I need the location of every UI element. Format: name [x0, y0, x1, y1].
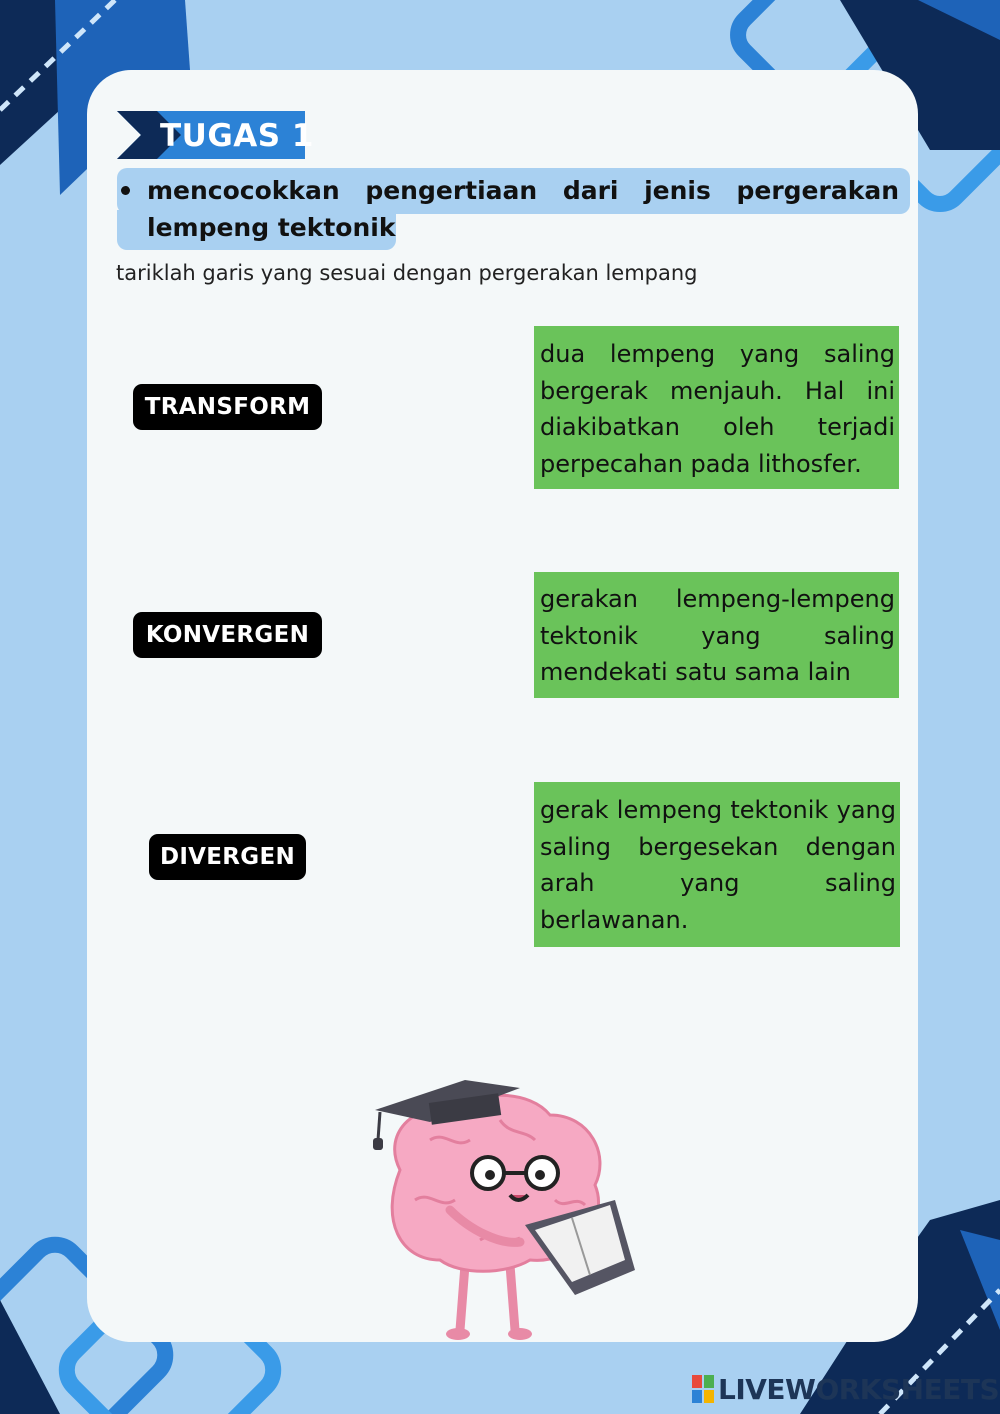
- liveworksheets-logo-mark-icon: [692, 1375, 714, 1403]
- definition-box-3[interactable]: gerak lempeng tektonik yang saling bergesekan dengan arah yang saling berlawanan.: [534, 782, 900, 947]
- logo-text: LIVEWORKSHEETS: [718, 1372, 1000, 1406]
- term-konvergen[interactable]: KONVERGEN: [133, 612, 322, 658]
- liveworksheets-logo: [692, 1372, 999, 1406]
- definition-box-1[interactable]: dua lempeng yang saling bergerak menjauh. Hal ini diakibatkan oleh terjadi perpecahan pada lithosfer.: [534, 326, 899, 489]
- term-divergen[interactable]: DIVERGEN: [149, 834, 306, 880]
- term-transform[interactable]: TRANSFORM: [133, 384, 322, 430]
- definition-box-2[interactable]: gerakan lempeng-lempeng tektonik yang saling mendekati satu sama lain: [534, 572, 899, 698]
- bullet-icon: [121, 186, 130, 195]
- brain-mascot-icon: [360, 1060, 650, 1350]
- page-title: TUGAS 1: [160, 118, 314, 154]
- instruction-text: tariklah garis yang sesuai dengan pergerakan lempang: [116, 261, 698, 285]
- objective-text: mencocokkan pengertiaan dari jenis pergerakan lempeng tektonik: [147, 176, 899, 242]
